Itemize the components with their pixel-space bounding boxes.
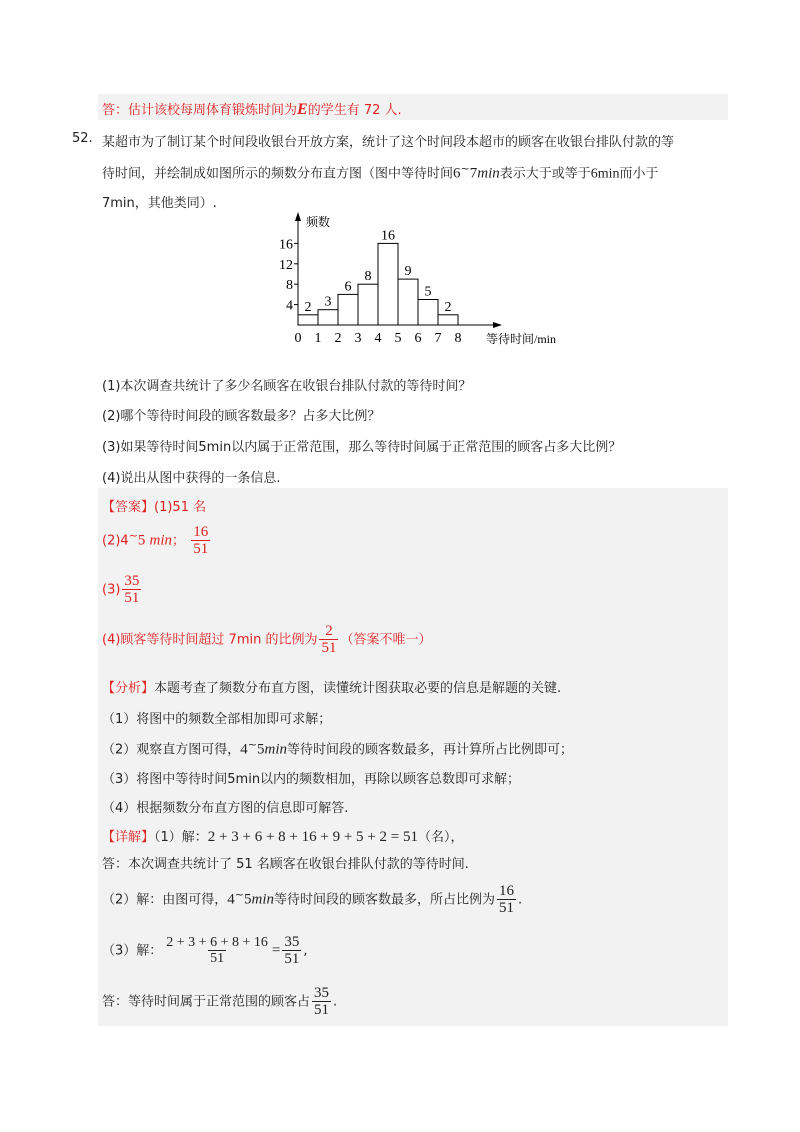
bar-value-label: 3 <box>324 294 332 310</box>
question-text: 表示大于或等于 <box>499 166 591 182</box>
answer-label: 【答案】 <box>102 500 155 515</box>
previous-answer <box>102 99 402 119</box>
denominator: 51 <box>284 951 300 967</box>
histogram-bar <box>418 300 438 326</box>
range-start: 4 <box>240 741 248 758</box>
answer-line-4 <box>102 624 431 656</box>
range-end: 7 <box>469 165 478 182</box>
numerator: 16 <box>193 524 209 540</box>
comma: , <box>303 943 308 959</box>
previous-answer-text: 答：估计该校每周体育锻炼时间为 <box>102 103 298 118</box>
answer-1: (1)51 名 <box>154 500 207 515</box>
x-tick-label: 3 <box>354 331 362 346</box>
question-value: 6min <box>590 166 620 182</box>
y-axis-label: 频数 <box>306 215 331 229</box>
fraction-35-51 <box>282 935 301 967</box>
previous-answer-tail: 的学生有 72 人. <box>307 103 402 118</box>
y-axis-arrow <box>295 212 301 221</box>
bar-value-label: 8 <box>364 269 372 285</box>
fraction-sum-over-51 <box>164 936 270 966</box>
y-tick-label: 4 <box>286 298 293 314</box>
sub-question-2: (2)哪个等待时间段的顾客数最多？占多大比例？ <box>102 409 381 424</box>
bar-value-label: 16 <box>381 228 395 244</box>
detail-answer-1: 答：本次调查共统计了 51 名顾客在收银台排队付款的等待时间. <box>102 857 469 872</box>
question-line-1: 某超市为了制订某个时间段收银台开放方案，统计了这个时间段本超市的顾客在收银台排队付款的等 <box>102 135 675 150</box>
histogram-bar <box>318 310 338 325</box>
question-text: 待时间，并绘制成如图所示的频数分布直方图（图中等待时间 <box>102 166 454 182</box>
detail-text: 答：等待时间属于正常范围的顾客占 <box>102 994 311 1010</box>
range-unit: min <box>477 165 500 182</box>
tilde: ~ <box>247 738 257 751</box>
y-tick-label: 16 <box>279 237 293 253</box>
analysis-step-3: （3）将图中等待时间5min以内的频数相加，再除以顾客总数即可求解； <box>102 772 521 787</box>
answer-line-3 <box>102 574 143 606</box>
analysis-step-4: （4）根据频数分布直方图的信息即可解答. <box>102 801 349 816</box>
histogram-bar <box>298 315 318 325</box>
answer-sep: ； <box>172 533 186 549</box>
sub-question-4: (4)说出从图中获得的一条信息. <box>102 471 281 486</box>
sum-expression: 2 + 3 + 6 + 8 + 16 + 9 + 5 + 2 = 51 <box>207 829 418 845</box>
histogram-bar <box>398 279 418 325</box>
x-tick-label: 0 <box>294 331 302 346</box>
sub-question-3: (3)如果等待时间5min以内属于正常范围，那么等待时间属于正常范围的顾客占多大比例？ <box>102 440 622 455</box>
range-start: 4 <box>227 891 235 908</box>
range-unit: min <box>264 741 287 758</box>
period: . <box>518 892 523 908</box>
question-text: 而小于 <box>619 166 659 182</box>
detail-answer-3 <box>102 986 337 1018</box>
bar-value-label: 9 <box>404 264 412 280</box>
fraction-16-51 <box>191 525 210 557</box>
period: . <box>333 994 338 1010</box>
denominator: 51 <box>210 951 225 966</box>
denominator: 51 <box>314 1002 330 1018</box>
bar-value-label: 5 <box>424 284 432 300</box>
bar-value-label: 6 <box>344 279 352 295</box>
detail-line-1 <box>102 826 464 846</box>
tilde: ~ <box>128 529 138 543</box>
detail-text: （名）， <box>417 830 464 845</box>
y-tick-label: 12 <box>279 257 293 273</box>
x-tick-label: 2 <box>334 331 342 346</box>
histogram-bar <box>338 294 358 325</box>
detail-line-3 <box>102 935 307 967</box>
range-end: 5 <box>244 891 252 908</box>
denominator: 51 <box>124 590 140 606</box>
detail-line-2 <box>102 884 522 916</box>
denominator: 51 <box>193 541 209 557</box>
answer-text: (3) <box>102 582 121 598</box>
y-tick-label: 8 <box>286 278 293 294</box>
fraction-35-51 <box>122 574 141 606</box>
histogram-bar <box>358 284 378 325</box>
answer-text: (2)4 <box>102 533 129 549</box>
detail-text: （3）解： <box>102 943 163 959</box>
fraction-2-51 <box>319 624 338 656</box>
x-tick-label: 1 <box>314 331 322 346</box>
histogram-chart <box>270 210 570 350</box>
analysis-step-2 <box>102 738 573 758</box>
numerator: 2 + 3 + 6 + 8 + 16 <box>166 935 268 950</box>
sub-question-1: (1)本次调查共统计了多少名顾客在收银台排队付款的等待时间？ <box>102 379 472 394</box>
question-line-2: 待时间，并绘制成如图所示的频数分布直方图（图中等待时间6~7min表示大于或等于6min而小于 <box>102 162 659 182</box>
analysis-step-1: （1）将图中的频数全部相加即可求解； <box>102 712 332 727</box>
analysis-line <box>102 677 561 696</box>
denominator: 51 <box>321 640 337 656</box>
answer-note: （答案不唯一） <box>340 632 432 648</box>
answer-text: (4)顾客等待时间超过 7min 的比例为 <box>102 632 318 648</box>
numerator: 35 <box>284 934 300 950</box>
detail-label: 【详解】 <box>102 830 155 845</box>
previous-answer-letter: E <box>297 101 308 118</box>
analysis-label: 【分析】 <box>102 681 155 696</box>
denominator: 51 <box>499 900 515 916</box>
answer-unit: min <box>149 532 173 549</box>
analysis-text: 等待时间段的顾客数最多，再计算所占比例即可； <box>287 742 574 758</box>
x-tick-label: 6 <box>414 331 422 346</box>
x-tick-label: 4 <box>374 331 382 346</box>
question-text: 7min，其他类同）. <box>102 196 217 211</box>
detail-text: （2）解：由图可得， <box>102 892 228 908</box>
bar-value-label: 2 <box>304 299 312 315</box>
numerator: 35 <box>314 985 330 1001</box>
answer-line-2 <box>102 525 212 557</box>
fraction-35-51 <box>312 986 331 1018</box>
question-line-3 <box>102 192 217 211</box>
numerator: 2 <box>325 623 333 639</box>
question-number: 52. <box>72 131 93 146</box>
detail-text: 等待时间段的顾客数最多，所占比例为 <box>274 892 496 908</box>
numerator: 16 <box>499 883 515 899</box>
fraction-16-51 <box>497 884 516 916</box>
answer-value: 5 <box>137 532 146 549</box>
bar-value-label: 2 <box>444 299 452 315</box>
tilde: ~ <box>234 888 244 902</box>
answer-line-1 <box>102 496 206 515</box>
x-axis-arrow <box>493 322 502 328</box>
range-end: 5 <box>257 741 265 758</box>
histogram-bar <box>438 315 458 325</box>
x-axis-label: 等待时间/min <box>486 332 557 346</box>
numerator: 35 <box>124 573 140 589</box>
x-tick-label: 7 <box>434 331 442 346</box>
x-tick-label: 8 <box>454 331 462 346</box>
analysis-text: （2）观察直方图可得， <box>102 742 241 758</box>
histogram-bar <box>378 243 398 325</box>
analysis-text: 本题考查了频数分布直方图，读懂统计图获取必要的信息是解题的关键. <box>154 681 562 696</box>
equals-sign: = <box>271 942 281 959</box>
detail-text: （1）解： <box>154 830 208 845</box>
x-tick-label: 5 <box>394 331 402 346</box>
range-unit: min <box>251 891 274 908</box>
range-start: 6 <box>453 165 461 182</box>
